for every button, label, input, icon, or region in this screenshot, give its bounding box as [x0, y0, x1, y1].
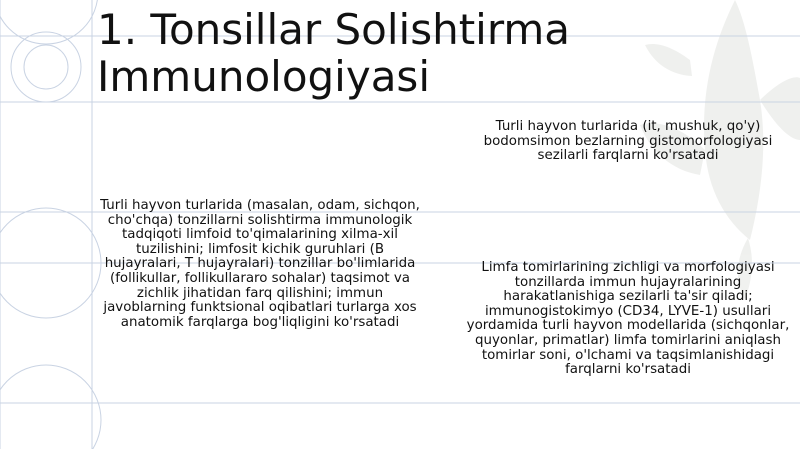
- right-top-paragraph: Turli hayvon turlarida (it, mushuk, qo'y) bodomsimon bezlarning gistomorfologiyasi sezilarli farqlarni ko'rsatadi: [483, 119, 773, 164]
- right-bottom-paragraph: Limfa tomirlarining zichligi va morfologiyasi tonzillarda immun hujayralarining harakatlanishiga sezilarli ta'sir qiladi; immunogistokimyo (CD34, LYVE-1) usullari yordamida turli hayvon modellarida (sichqonlar, quyonlar, primatlar) limfa tomirlarini aniqlash tomirlar soni, o'lchami va taqsimlanishidagi farqlarni ko'rsatadi: [466, 260, 790, 378]
- slide-title: 1. Tonsillar Solishtirma Immunologiyasi: [97, 5, 571, 101]
- decorative-circles-icon: [0, 0, 101, 449]
- left-paragraph: Turli hayvon turlarida (masalan, odam, sichqon, cho'chqa) tonzillarni solishtirma immunologik tadqiqoti limfoid to'qimalarining xilma-xil tuzilishini; limfosit kichik guruhlari (B hujayralari, T hujayralari) tonzillar bo'limlarida (follikullar, follikullararo sohalar) taqsimot va zichlik jihatidan farq qilishini; immun javoblarning funktsional oqibatlari turlarga xos anatomik farqlarga bog'liqligini ko'rsatadi: [100, 198, 420, 330]
